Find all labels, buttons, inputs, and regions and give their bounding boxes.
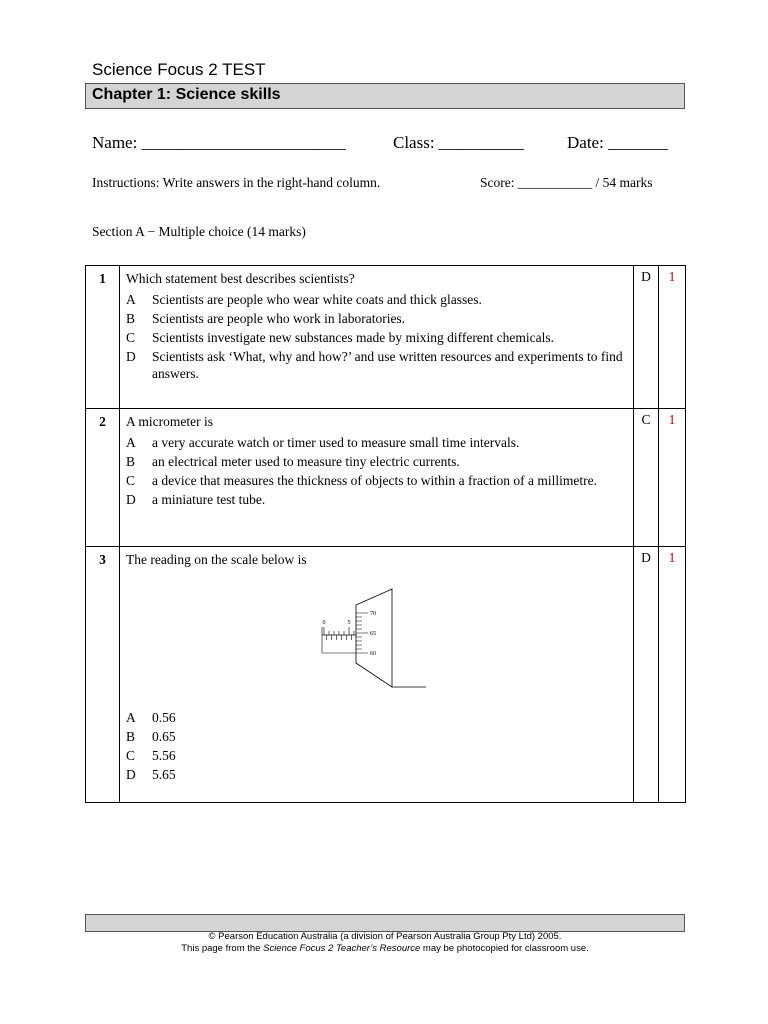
option xyxy=(126,310,627,327)
option-text: a miniature test tube. xyxy=(152,492,266,507)
option xyxy=(126,434,627,451)
option-letter: A xyxy=(126,710,136,725)
option-text: Scientists ask ‘What, why and how?’ and use written resources and experiments to find answers. xyxy=(152,349,623,381)
main-scale-ticks xyxy=(324,627,354,635)
question-table xyxy=(85,265,686,803)
option-text: 5.65 xyxy=(152,767,176,782)
marks-cell: 1 xyxy=(659,409,686,547)
chapter-banner xyxy=(85,83,685,109)
half-mm-ticks xyxy=(327,635,352,640)
question-number: 3 xyxy=(86,547,120,803)
thimble-label: 70 xyxy=(370,611,376,617)
option-text: 5.56 xyxy=(152,748,176,763)
answer-cell[interactable]: C xyxy=(634,409,659,547)
question-number: 1 xyxy=(86,266,120,409)
option-text: Scientists are people who wear white coats and thick glasses. xyxy=(152,292,482,307)
marks-cell: 1 xyxy=(659,266,686,409)
option-letter: A xyxy=(126,435,136,450)
marks-cell: 1 xyxy=(659,547,686,803)
main-scale-label: 0 xyxy=(322,620,326,626)
main-scale-label: 5 xyxy=(347,620,351,626)
date-field[interactable]: Date: _______ xyxy=(567,133,668,152)
option-text: an electrical meter used to measure tiny electric currents. xyxy=(152,454,460,469)
option-text: Scientists investigate new substances made by mixing different chemicals. xyxy=(152,330,555,345)
option xyxy=(126,472,627,489)
footer-banner xyxy=(85,914,685,932)
class-field[interactable]: Class: __________ xyxy=(393,133,524,152)
option-letter: B xyxy=(126,311,136,326)
footer-permission xyxy=(85,943,685,954)
option-letter: D xyxy=(126,349,136,364)
question-stem: Which statement best describes scientists? xyxy=(126,271,355,286)
question-row xyxy=(86,547,686,803)
footer-text: may be photocopied for classroom use. xyxy=(420,943,589,954)
footer-text: This page from the xyxy=(181,943,264,954)
option xyxy=(126,766,627,783)
option-text: 0.65 xyxy=(152,729,176,744)
micrometer-scale-figure xyxy=(316,585,446,697)
footer-copyright: © Pearson Education Australia (a division of Pearson Australia Group Pty Ltd) 2005. xyxy=(208,931,562,942)
option-text: Scientists are people who work in laboratories. xyxy=(152,311,406,326)
option xyxy=(126,491,627,508)
answer-cell[interactable]: D xyxy=(634,547,659,803)
option-letter: A xyxy=(126,292,136,307)
document-series-title: Science Focus 2 TEST xyxy=(92,60,266,79)
name-field[interactable]: Name: ________________________ xyxy=(92,133,346,152)
thimble-ticks xyxy=(356,613,368,653)
option xyxy=(126,329,627,346)
option xyxy=(126,747,627,764)
question-stem: The reading on the scale below is xyxy=(126,552,307,567)
option xyxy=(126,291,627,308)
option-letter: B xyxy=(126,454,136,469)
thimble-label: 60 xyxy=(370,651,376,657)
option-text: a device that measures the thickness of objects to within a fraction of a millimetre. xyxy=(152,473,597,488)
question-number: 2 xyxy=(86,409,120,547)
section-heading: Section A − Multiple choice (14 marks) xyxy=(92,224,306,239)
instructions: Instructions: Write answers in the right-hand column. xyxy=(92,175,381,190)
option xyxy=(126,348,627,382)
option-letter: B xyxy=(126,729,136,744)
question-body xyxy=(120,409,634,547)
option-letter: C xyxy=(126,748,136,763)
option-text: a very accurate watch or timer used to measure small time intervals. xyxy=(152,435,520,450)
thimble-outline xyxy=(356,589,392,687)
thimble-label: 65 xyxy=(370,631,376,637)
answer-cell[interactable]: D xyxy=(634,266,659,409)
question-body xyxy=(120,266,634,409)
footer-book-title: Science Focus 2 Teacher’s Resource xyxy=(263,943,421,954)
score-field[interactable]: Score: ___________ / 54 marks xyxy=(480,175,653,190)
option-letter: D xyxy=(126,767,136,782)
chapter-title: Chapter 1: Science skills xyxy=(92,86,281,103)
option xyxy=(126,709,627,726)
option xyxy=(126,453,627,470)
question-row xyxy=(86,409,686,547)
option-letter: D xyxy=(126,492,136,507)
option xyxy=(126,728,627,745)
question-stem: A micrometer is xyxy=(126,414,213,429)
question-body xyxy=(120,547,634,803)
option-letter: C xyxy=(126,330,136,345)
question-row xyxy=(86,266,686,409)
option-text: 0.56 xyxy=(152,710,176,725)
option-letter: C xyxy=(126,473,136,488)
